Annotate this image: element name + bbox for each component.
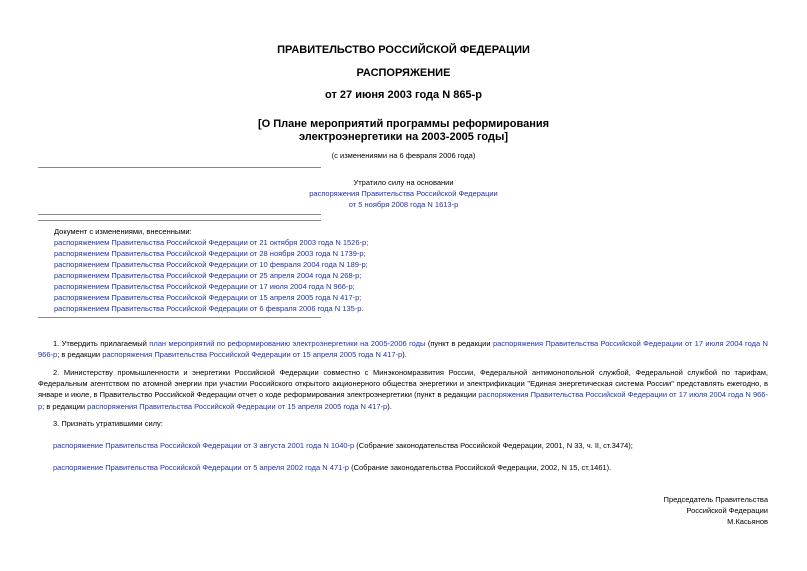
- amendment-link[interactable]: распоряжением Правительства Российской Федерации от 17 июля 2004 года N 966-р;: [54, 282, 355, 291]
- paragraph-text: (пункт в редакции: [425, 339, 493, 348]
- expired-link-line2[interactable]: от 5 ноября 2008 года N 1613-р: [348, 200, 459, 209]
- paragraph-2: [38, 367, 768, 412]
- document-type: РАСПОРЯЖЕНИЕ: [356, 67, 451, 79]
- expired-notice: [0, 177, 807, 210]
- amendment-ref-link[interactable]: распоряжения Правительства Российской Федерации от 17 июля 2004 года N 966-р: [38, 339, 768, 360]
- paragraph-text: ).: [402, 350, 407, 360]
- paragraph-text: 3. Признать утратившими силу:: [53, 419, 163, 428]
- paragraph-text: ; в редакции: [57, 350, 103, 360]
- amendment-link[interactable]: распоряжением Правительства Российской Федерации от 25 апреля 2004 года N 268-р;: [54, 271, 362, 280]
- document-title-line2: электроэнергетики на 2003-2005 годы]: [298, 131, 509, 143]
- signature-block: [560, 494, 768, 527]
- amendments-block: [54, 226, 368, 314]
- document-title: [0, 118, 807, 144]
- expired-text: Утратило силу на основании: [353, 178, 454, 187]
- paragraph-text: 1. Утвердить прилагаемый: [53, 339, 150, 348]
- paragraph-1: [38, 338, 768, 360]
- signature-country: Российской Федерации: [686, 506, 768, 515]
- plan-link[interactable]: план мероприятий по реформированию электроэнергетики на 2005-2006 годы: [149, 339, 426, 348]
- repealed-link[interactable]: распоряжение Правительства Российской Федерации от 3 августа 2001 года N 1040-р: [53, 441, 355, 450]
- signature-position: Председатель Правительства: [663, 495, 768, 504]
- paragraph-3: [38, 418, 768, 429]
- amendment-link[interactable]: распоряжением Правительства Российской Федерации от 6 февраля 2006 года N 135-р.: [54, 304, 364, 313]
- paragraph-text: ; в редакции: [42, 401, 88, 411]
- divider: [38, 317, 321, 318]
- changes-note: (с изменениями на 6 февраля 2006 года): [331, 151, 476, 160]
- document-date-number: от 27 июня 2003 года N 865-р: [325, 89, 482, 101]
- amendment-link[interactable]: распоряжением Правительства Российской Федерации от 21 октября 2003 года N 1526-р;: [54, 238, 369, 247]
- divider: [38, 220, 321, 221]
- divider: [38, 214, 321, 215]
- repealed-source: (Собрание законодательства Российской Федерации, 2001, N 33, ч. II, ст.3474);: [354, 441, 633, 450]
- repealed-item-2: [38, 462, 768, 473]
- divider: [38, 167, 321, 168]
- amendment-ref-link[interactable]: распоряжения Правительства Российской Федерации от 17 июля 2004 года N 966-р: [38, 390, 768, 411]
- amendment-link[interactable]: распоряжением Правительства Российской Федерации от 10 февраля 2004 года N 189-р;: [54, 260, 368, 269]
- paragraph-text: ).: [387, 401, 392, 411]
- paragraph-text: 2. Министерству промышленности и энергетики Российской Федерации совместно с Минэкономразвития России, Федеральной антимонопольной службой, Федеральной службой по тарифам, Федеральным агентством по атомной энергии при участии Российского открытого акционерного общества энергетики и электрификации "Единая энергетическая система России" представлять ежегодно, в январе и июле, в Правительство Российской Федерации отчет о ходе реформирования электроэнергетики (пункт в редакции: [38, 368, 768, 400]
- repealed-source: (Собрание законодательства Российской Федерации, 2002, N 15, ст.1461).: [348, 463, 612, 472]
- document-title-line1: [О Плане мероприятий программы реформирования: [257, 118, 550, 130]
- amendment-link[interactable]: распоряжением Правительства Российской Федерации от 28 ноября 2003 года N 1739-р;: [54, 249, 366, 258]
- expired-link-line1[interactable]: распоряжения Правительства Российской Федерации: [309, 189, 498, 198]
- amendments-heading: Документ с изменениями, внесенными:: [54, 227, 192, 236]
- signature-name: М.Касьянов: [727, 517, 768, 526]
- government-name: ПРАВИТЕЛЬСТВО РОССИЙСКОЙ ФЕДЕРАЦИИ: [277, 44, 530, 56]
- repealed-item-1: [38, 440, 768, 451]
- amendment-link[interactable]: распоряжением Правительства Российской Федерации от 15 апреля 2005 года N 417-р;: [54, 293, 362, 302]
- amendment-ref-link[interactable]: распоряжения Правительства Российской Федерации от 15 апреля 2005 года N 417-р: [87, 401, 388, 411]
- repealed-link[interactable]: распоряжение Правительства Российской Федерации от 5 апреля 2002 года N 471-р: [53, 463, 349, 472]
- amendment-ref-link[interactable]: распоряжения Правительства Российской Федерации от 15 апреля 2005 года N 417-р: [102, 350, 403, 360]
